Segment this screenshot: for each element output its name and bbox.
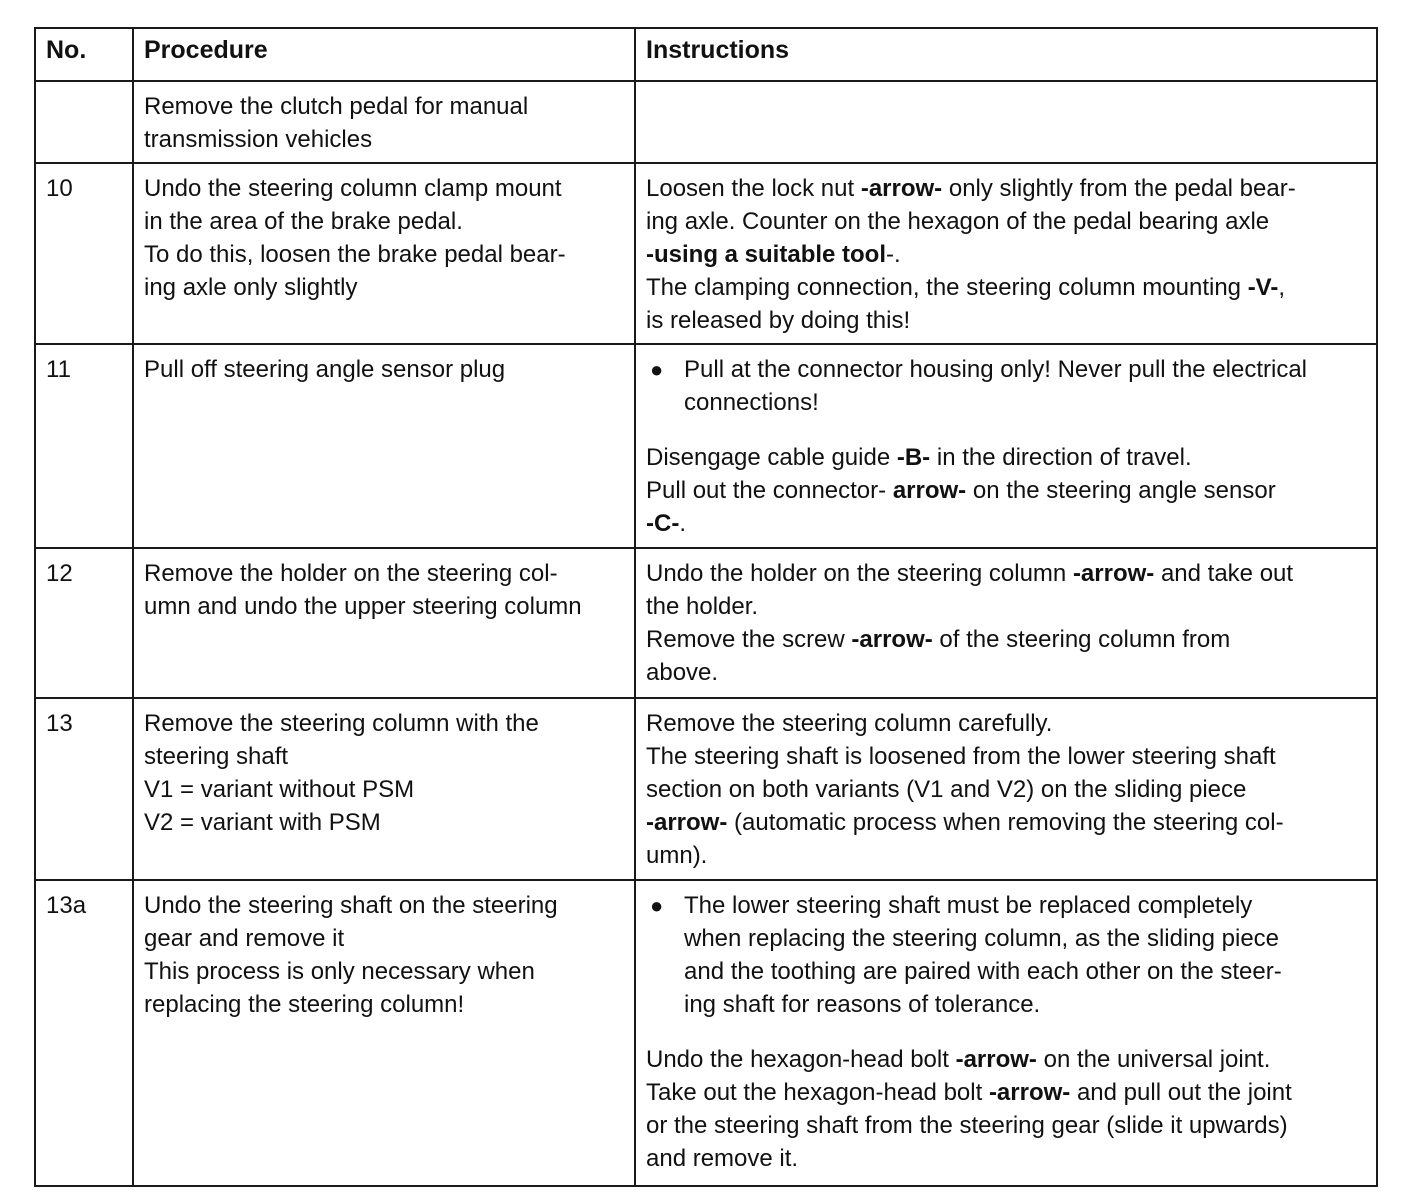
- instruction-line: The steering shaft is loosened from the lower steering shaft: [646, 743, 1276, 770]
- spacer: [646, 419, 1366, 441]
- bullet-line: connections!: [684, 389, 819, 416]
- procedure-line: V1 = variant without PSM: [144, 776, 415, 803]
- procedure-line: To do this, loosen the brake pedal bear-: [144, 241, 566, 268]
- row-number: 11: [35, 344, 133, 548]
- instruction-line: Disengage cable guide -B- in the direction of travel.: [646, 444, 1192, 471]
- instructions-cell: [635, 344, 1377, 548]
- bullet-line: when replacing the steering column, as the sliding piece: [684, 925, 1280, 952]
- bullet-line: ing shaft for reasons of tolerance.: [684, 991, 1041, 1018]
- instructions-cell: [635, 548, 1377, 698]
- procedure-line: Undo the steering column clamp mount: [144, 175, 562, 202]
- table-body: [35, 81, 1377, 1186]
- procedure-line: This process is only necessary when: [144, 958, 535, 985]
- procedure-line: gear and remove it: [144, 925, 345, 952]
- row-number: 13: [35, 698, 133, 880]
- instruction-line: the holder.: [646, 593, 759, 620]
- table-row: [35, 880, 1377, 1186]
- procedure-line: in the area of the brake pedal.: [144, 208, 463, 235]
- table-row: [35, 344, 1377, 548]
- instruction-line: ing axle. Counter on the hexagon of the pedal bearing axle: [646, 208, 1270, 235]
- instructions-cell: [635, 698, 1377, 880]
- procedure-line: umn and undo the upper steering column: [144, 593, 582, 620]
- procedure-table: [34, 27, 1378, 1187]
- header-procedure: Procedure: [133, 28, 635, 81]
- instruction-line: and remove it.: [646, 1145, 799, 1172]
- instruction-line: or the steering shaft from the steering gear (slide it upwards): [646, 1112, 1288, 1139]
- procedure-line: transmission vehicles: [144, 126, 373, 153]
- bullet-item: [646, 889, 1366, 1021]
- bullet-item: [646, 353, 1366, 419]
- spacer: [646, 1021, 1366, 1043]
- bullet-line: The lower steering shaft must be replaced completely: [684, 892, 1253, 919]
- procedure-cell: [133, 548, 635, 698]
- table-row: [35, 81, 1377, 163]
- instruction-line: is released by doing this!: [646, 307, 911, 334]
- instructions-cell: [635, 163, 1377, 344]
- instruction-line: Remove the screw -arrow- of the steering column from: [646, 626, 1231, 653]
- procedure-line: Undo the steering shaft on the steering: [144, 892, 558, 919]
- bullet-line: Pull at the connector housing only! Never pull the electrical: [684, 356, 1308, 383]
- instruction-line: Pull out the connector- arrow- on the steering angle sensor: [646, 477, 1276, 504]
- bullet-icon: ●: [650, 893, 664, 918]
- instruction-line: Undo the holder on the steering column -arrow- and take out: [646, 560, 1294, 587]
- instruction-line: Take out the hexagon-head bolt -arrow- and pull out the joint: [646, 1079, 1292, 1106]
- instruction-line: Undo the hexagon-head bolt -arrow- on the universal joint.: [646, 1046, 1271, 1073]
- header-instructions: Instructions: [635, 28, 1377, 81]
- procedure-line: Remove the holder on the steering col-: [144, 560, 558, 587]
- procedure-cell: [133, 163, 635, 344]
- instruction-line: Remove the steering column carefully.: [646, 710, 1053, 737]
- bullet-line: and the toothing are paired with each other on the steer-: [684, 958, 1282, 985]
- procedure-line: V2 = variant with PSM: [144, 809, 381, 836]
- procedure-line: Pull off steering angle sensor plug: [144, 356, 506, 383]
- instruction-line: -using a suitable tool-.: [646, 241, 901, 268]
- row-number: 12: [35, 548, 133, 698]
- table-row: [35, 548, 1377, 698]
- instruction-line: Loosen the lock nut -arrow- only slightly from the pedal bear-: [646, 175, 1296, 202]
- procedure-line: Remove the clutch pedal for manual: [144, 93, 529, 120]
- procedure-cell: [133, 81, 635, 163]
- table-row: [35, 163, 1377, 344]
- row-number: [35, 81, 133, 163]
- procedure-line: ing axle only slightly: [144, 274, 358, 301]
- instruction-line: above.: [646, 659, 719, 686]
- table-row: [35, 698, 1377, 880]
- row-number: 10: [35, 163, 133, 344]
- procedure-line: Remove the steering column with the: [144, 710, 539, 737]
- instruction-line: section on both variants (V1 and V2) on the sliding piece: [646, 776, 1247, 803]
- header-no: No.: [35, 28, 133, 81]
- instruction-line: The clamping connection, the steering column mounting -V-,: [646, 274, 1286, 301]
- bullet-icon: ●: [650, 357, 664, 382]
- procedure-line: steering shaft: [144, 743, 289, 770]
- header-row: [35, 28, 1377, 81]
- procedure-cell: [133, 698, 635, 880]
- row-number: 13a: [35, 880, 133, 1186]
- instructions-cell: [635, 81, 1377, 163]
- procedure-cell: [133, 880, 635, 1186]
- instructions-cell: [635, 880, 1377, 1186]
- instruction-line: -C-.: [646, 510, 686, 537]
- procedure-cell: [133, 344, 635, 548]
- instruction-line: -arrow- (automatic process when removing the steering col-: [646, 809, 1284, 836]
- procedure-line: replacing the steering column!: [144, 991, 465, 1018]
- instruction-line: umn).: [646, 842, 708, 869]
